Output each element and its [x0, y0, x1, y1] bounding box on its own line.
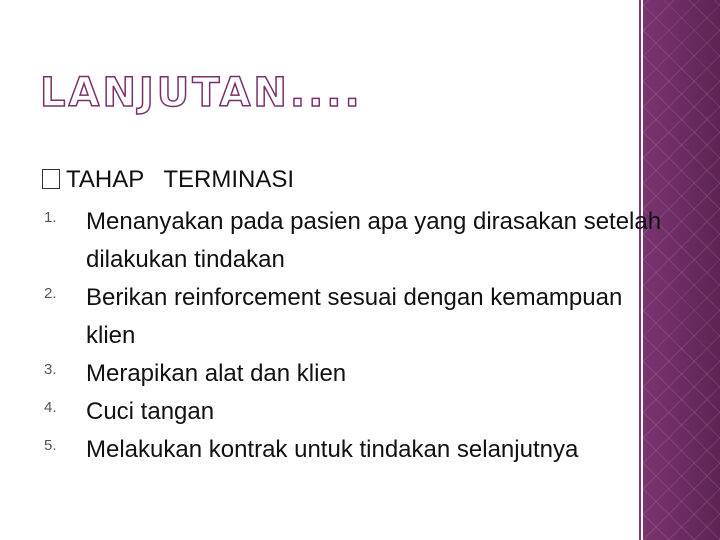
list-item-text: Menanyakan pada pasien apa yang dirasakan setelah dilakukan tindakan — [86, 208, 662, 273]
section-heading-text: TAHAP TERMINASI — [66, 166, 295, 193]
list-item-number: 5. — [44, 437, 57, 454]
list-item-text: Berikan reinforcement sesuai dengan kemampuan klien — [86, 284, 623, 349]
list-item-number: 2. — [44, 285, 57, 302]
list-item-text: Cuci tangan — [86, 398, 215, 425]
list-item — [44, 279, 684, 355]
slide-title: LANJUTAN.... — [40, 70, 363, 116]
list-item-text: Merapikan alat dan klien — [86, 360, 347, 387]
list-item — [44, 355, 684, 393]
section-heading — [42, 166, 294, 194]
checkbox-bullet-icon — [42, 169, 60, 189]
steps-list — [44, 203, 684, 469]
list-item — [44, 203, 684, 279]
list-item-number: 4. — [44, 399, 57, 416]
list-item-number: 1. — [44, 209, 57, 226]
list-item — [44, 431, 684, 469]
list-item-number: 3. — [44, 361, 57, 378]
list-item-text: Melakukan kontrak untuk tindakan selanjutnya — [86, 436, 579, 463]
list-item — [44, 393, 684, 431]
